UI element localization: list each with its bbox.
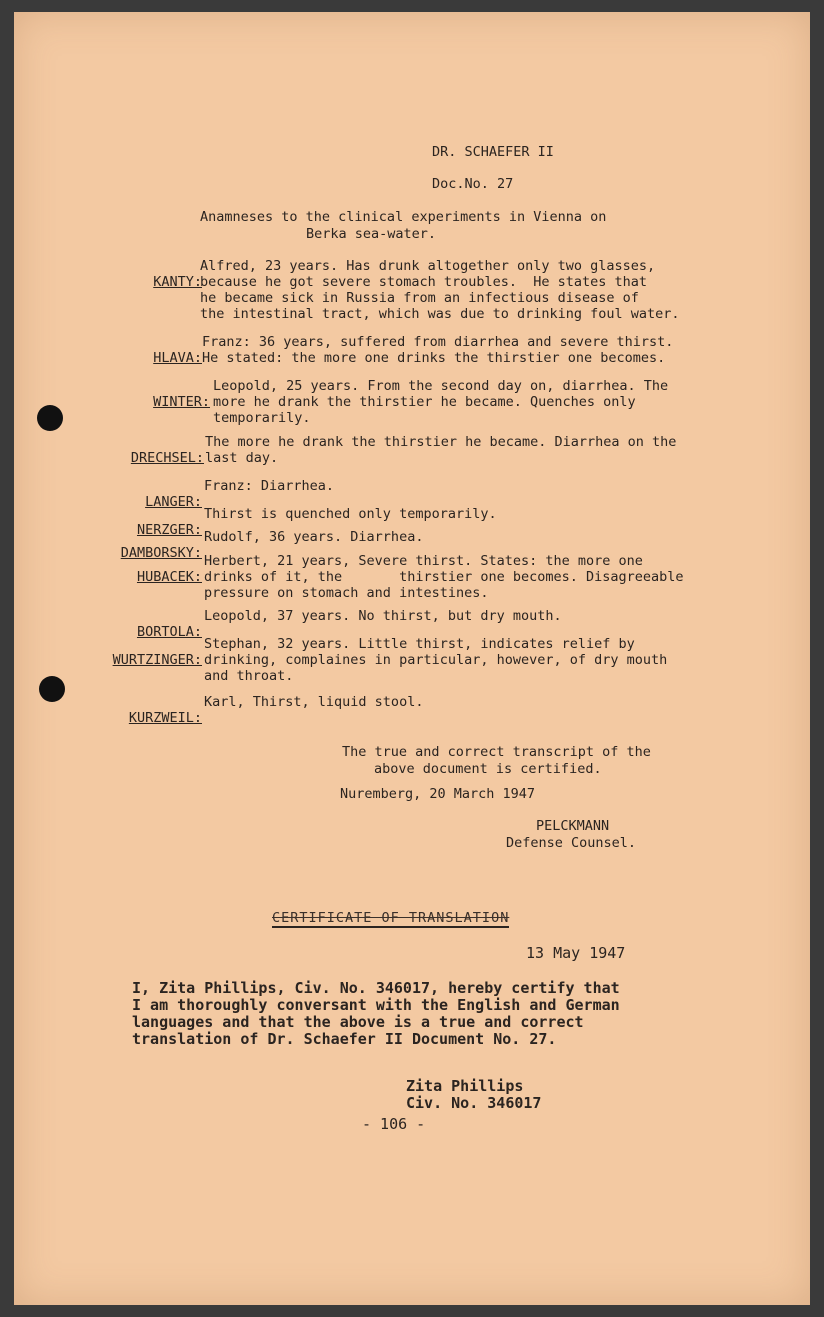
entry-line: Franz: Diarrhea. — [204, 478, 335, 494]
entry-name: WINTER: — [153, 394, 210, 410]
document-page — [14, 12, 810, 1305]
entry-line: because he got severe stomach troubles. He states that — [200, 274, 648, 290]
entry-line: last day. — [205, 450, 279, 466]
entry-line: Franz: 36 years, suffered from diarrhea and severe thirst. — [202, 334, 674, 350]
entry-line: Herbert, 21 years, Severe thirst. States: the more one — [204, 553, 643, 569]
defense-header: DR. SCHAEFER II — [432, 144, 554, 160]
certificate-signer: Zita Phillips — [406, 1077, 524, 1095]
entry-line: drinking, complaines in particular, however, of dry mouth — [204, 652, 668, 668]
entry-line: He stated: the more one drinks the thirstier one becomes. — [202, 350, 666, 366]
page-number: - 106 - — [362, 1115, 426, 1133]
entry-line: Leopold, 37 years. No thirst, but dry mouth. — [204, 608, 562, 624]
entry-name: KURZWEIL: — [128, 710, 202, 726]
entry-line: Alfred, 23 years. Has drunk altogether only two glasses, — [200, 258, 656, 274]
doc-number: Doc.No. 27 — [432, 176, 514, 192]
attestation-signer: PELCKMANN — [536, 818, 610, 834]
entry-name: DRECHSEL: — [130, 450, 204, 466]
entry-name: BORTOLA: — [136, 624, 202, 640]
entry-line: Leopold, 25 years. From the second day on, diarrhea. The — [213, 378, 669, 394]
entry-line: Thirst is quenched only temporarily. — [204, 506, 497, 522]
entry-line: The more he drank the thirstier he became. Diarrhea on the — [205, 434, 677, 450]
certificate-civ-no: Civ. No. 346017 — [406, 1094, 542, 1112]
attestation-line-2: above document is certified. — [374, 761, 602, 777]
entry-line: Stephan, 32 years. Little thirst, indicates relief by — [204, 636, 635, 652]
entry-line: he became sick in Russia from an infectious disease of — [200, 290, 639, 306]
title-line-2: Berka sea-water. — [306, 226, 437, 242]
certificate-title: CERTIFICATE OF TRANSLATION — [272, 910, 510, 926]
entry-line: the intestinal tract, which was due to drinking foul water. — [200, 306, 680, 322]
entry-line: Karl, Thirst, liquid stool. — [204, 694, 424, 710]
title-line-1: Anamneses to the clinical experiments in Vienna on — [200, 209, 607, 225]
certificate-line-4: translation of Dr. Schaefer II Document No. 27. — [132, 1030, 557, 1048]
entry-name: HUBACEK: — [136, 569, 202, 585]
entry-line: drinks of it, the thirstier one becomes. Disagreeable — [204, 569, 684, 585]
certificate-line-2: I am thoroughly conversant with the English and German — [132, 996, 620, 1014]
entry-kurzweil — [14, 694, 424, 758]
certificate-date: 13 May 1947 — [526, 944, 626, 962]
entry-line: and throat. — [204, 668, 294, 684]
certificate-line-1: I, Zita Phillips, Civ. No. 346017, hereby certify that — [132, 979, 620, 997]
attestation-place-date: Nuremberg, 20 March 1947 — [340, 786, 536, 802]
entry-line: Rudolf, 36 years. Diarrhea. — [204, 529, 424, 545]
certificate-line-3: languages and that the above is a true and correct — [132, 1013, 584, 1031]
attestation-role: Defense Counsel. — [506, 835, 637, 851]
entry-name: WURTZINGER: — [112, 652, 202, 668]
entry-name: NERZGER: — [136, 522, 202, 538]
entry-line: temporarily. — [213, 410, 311, 426]
entry-name: HLAVA: — [153, 350, 202, 366]
entry-line: pressure on stomach and intestines. — [204, 585, 489, 601]
entry-name: KANTY: — [153, 274, 202, 290]
entry-line: more he drank the thirstier he became. Quenches only — [213, 394, 636, 410]
entry-name: DAMBORSKY: — [120, 545, 202, 561]
entry-name: LANGER: — [145, 494, 202, 510]
attestation-line-1: The true and correct transcript of the — [342, 744, 651, 760]
